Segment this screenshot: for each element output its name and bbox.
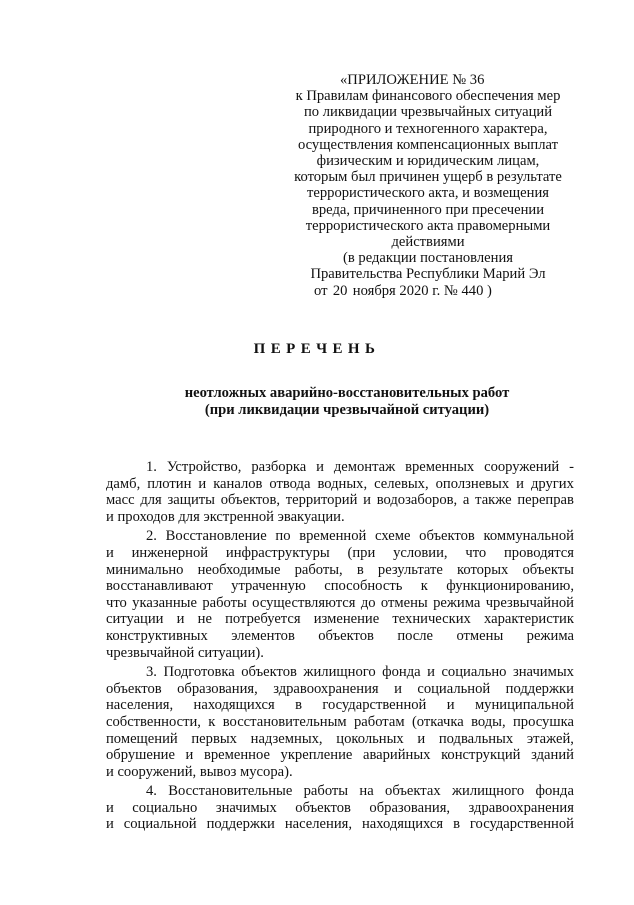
paragraph-line: помещений первых надземных, цокольных и подвальных этажей,: [106, 730, 574, 747]
paragraph-2: [106, 528, 574, 661]
paragraph-4: [106, 783, 574, 833]
paragraph-line: минимально необходимые работы, в результате которых объекты: [106, 561, 574, 578]
appendix-line: которым был причинен ущерб в результате: [294, 169, 562, 186]
date-number: 440: [461, 282, 484, 299]
paragraph-line: обрушение и временное укрепление аварийных конструкций зданий: [106, 747, 574, 764]
date-prefix: от: [314, 282, 328, 299]
paragraph-line: конструктивных элементов объектов после отмены режима: [106, 627, 574, 644]
appendix-line: террористического акта правомерными: [305, 217, 551, 234]
appendix-line: (в редакции постановления: [343, 250, 513, 267]
appendix-line: по ликвидации чрезвычайных ситуаций: [303, 104, 553, 121]
date-suffix: ): [487, 282, 492, 299]
paragraph-line: и социально значимых объектов образования, здравоохранения: [106, 799, 574, 816]
date-day: 20: [332, 282, 348, 299]
paragraph-line: масс для защиты объектов, территорий и водозаборов, а также переправ: [106, 492, 574, 509]
paragraph-line: 4. Восстановительные работы на объектах жилищного фонда: [146, 783, 574, 800]
paragraph-line: и социальной поддержки населения, находящихся в государственной: [106, 816, 574, 833]
paragraph-line: и сооружений, вывоз мусора).: [106, 763, 293, 780]
document-subtitle: [110, 385, 584, 419]
paragraph-line: дамб, плотин и каналов отвода водных, селевых, оползневых и других: [106, 475, 574, 492]
paragraph-line: восстанавливают утраченную способность к функционированию,: [106, 578, 574, 595]
document-title: ПЕРЕЧЕНЬ: [253, 341, 381, 357]
paragraph-line: и инженерной инфраструктуры (при условии, что проводятся: [106, 544, 574, 561]
appendix-line: действиями: [391, 234, 465, 251]
revision-date: [278, 283, 578, 299]
paragraph-line: собственности, к восстановительным работам (откачка воды, просушка: [106, 713, 574, 730]
appendix-title: «ПРИЛОЖЕНИЕ № 36: [340, 72, 485, 88]
paragraph-1: [106, 459, 574, 525]
paragraph-line: 3. Подготовка объектов жилищного фонда и социально значимых: [146, 664, 574, 681]
appendix-line: Правительства Республики Марий Эл: [310, 266, 546, 283]
paragraph-line: что указанные работы осуществляются до отмены режима чрезвычайной: [106, 594, 574, 611]
paragraph-3: [106, 664, 574, 780]
document-body: [106, 459, 574, 833]
date-rest: ноября 2020 г. №: [352, 282, 458, 299]
appendix-line: осуществления компенсационных выплат: [297, 136, 558, 153]
paragraph-line: объектов образования, здравоохранения и социальной поддержки: [106, 680, 574, 697]
appendix-header: [278, 72, 578, 299]
paragraph-line: 2. Восстановление по временной схеме объектов коммунальной: [146, 528, 574, 545]
subtitle-line: (при ликвидации чрезвычайной ситуации): [204, 402, 490, 418]
appendix-line: к Правилам финансового обеспечения мер: [295, 88, 561, 105]
appendix-line: природного и техногенного характера,: [308, 120, 548, 137]
appendix-line: физическим и юридическим лицам,: [316, 153, 540, 170]
paragraph-line: населения, находящихся в государственной и муниципальной: [106, 697, 574, 714]
paragraph-line: чрезвычайной ситуации).: [106, 644, 264, 661]
appendix-line: вреда, причиненного при пресечении: [311, 201, 545, 218]
paragraph-line: 1. Устройство, разборка и демонтаж временных сооружений -: [146, 459, 574, 475]
paragraph-line: ситуации и не потребуется изменение технических характеристик: [106, 611, 574, 628]
subtitle-line: неотложных аварийно-восстановительных работ: [184, 385, 510, 401]
paragraph-line: и проходов для экстренной эвакуации.: [106, 508, 345, 525]
appendix-line: террористического акта, и возмещения: [307, 185, 549, 202]
